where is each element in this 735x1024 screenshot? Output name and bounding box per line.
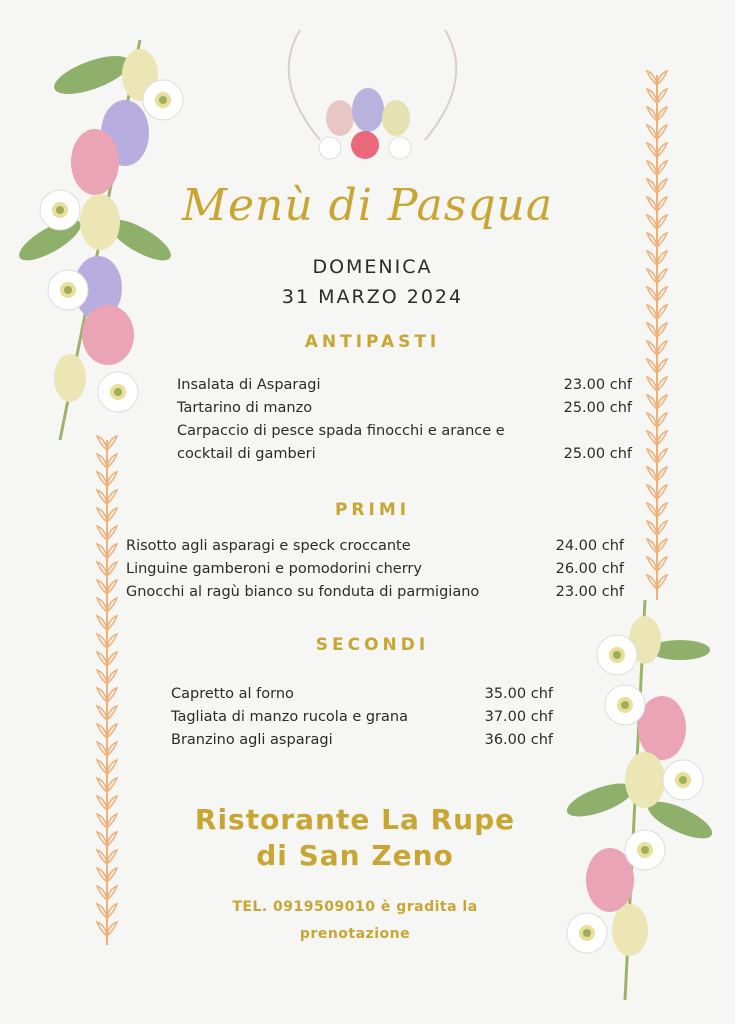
item-price: 35.00 chf [484,686,553,702]
menu-title: Menù di Pasqua [181,180,554,231]
section-title-secondi: SECONDI [315,635,430,655]
item-price: 37.00 chf [484,709,553,725]
menu-item [177,446,632,462]
menu-item [126,584,624,600]
top-left-egg-bouquet-icon [14,40,183,440]
top-wreath-icon [289,30,457,159]
item-price: 25.00 chf [563,400,632,416]
restaurant-name-line2: di San Zeno [256,839,454,872]
contact-phone: TEL. 0919509010 è gradita la [232,899,478,915]
menu-item [177,377,632,393]
date-full: 31 MARZO 2024 [281,286,464,308]
item-price: 25.00 chf [563,446,632,462]
item-name: Capretto al forno [171,686,294,702]
item-price: 36.00 chf [484,732,553,748]
menu-item [126,538,624,554]
item-name: Risotto agli asparagi e speck croccante [126,538,411,554]
menu-item [171,732,553,748]
item-name: Tartarino di manzo [177,400,313,416]
contact-note: prenotazione [299,926,411,942]
item-name: Branzino agli asparagi [171,732,333,748]
item-price: 24.00 chf [555,538,624,554]
item-name: cocktail di gamberi [177,446,316,462]
section-title-primi: PRIMI [334,500,411,520]
date-day: DOMENICA [312,256,433,278]
item-name: Tagliata di manzo rucola e grana [171,709,408,725]
item-name: Carpaccio di pesce spada finocchi e arance e [177,423,505,439]
menu-item [177,400,632,416]
item-price: 23.00 chf [555,584,624,600]
menu-item [171,709,553,725]
section-title-antipasti: ANTIPASTI [304,332,441,352]
item-name: Gnocchi al ragù bianco su fonduta di parmigiano [126,584,480,600]
menu-item [177,423,632,439]
menu-item [126,561,624,577]
item-name: Linguine gamberoni e pomodorini cherry [126,561,422,577]
item-name: Insalata di Asparagi [177,377,321,393]
item-price: 23.00 chf [563,377,632,393]
menu-item [171,686,553,702]
restaurant-name-line1: Ristorante La Rupe [194,803,516,836]
item-price: 26.00 chf [555,561,624,577]
